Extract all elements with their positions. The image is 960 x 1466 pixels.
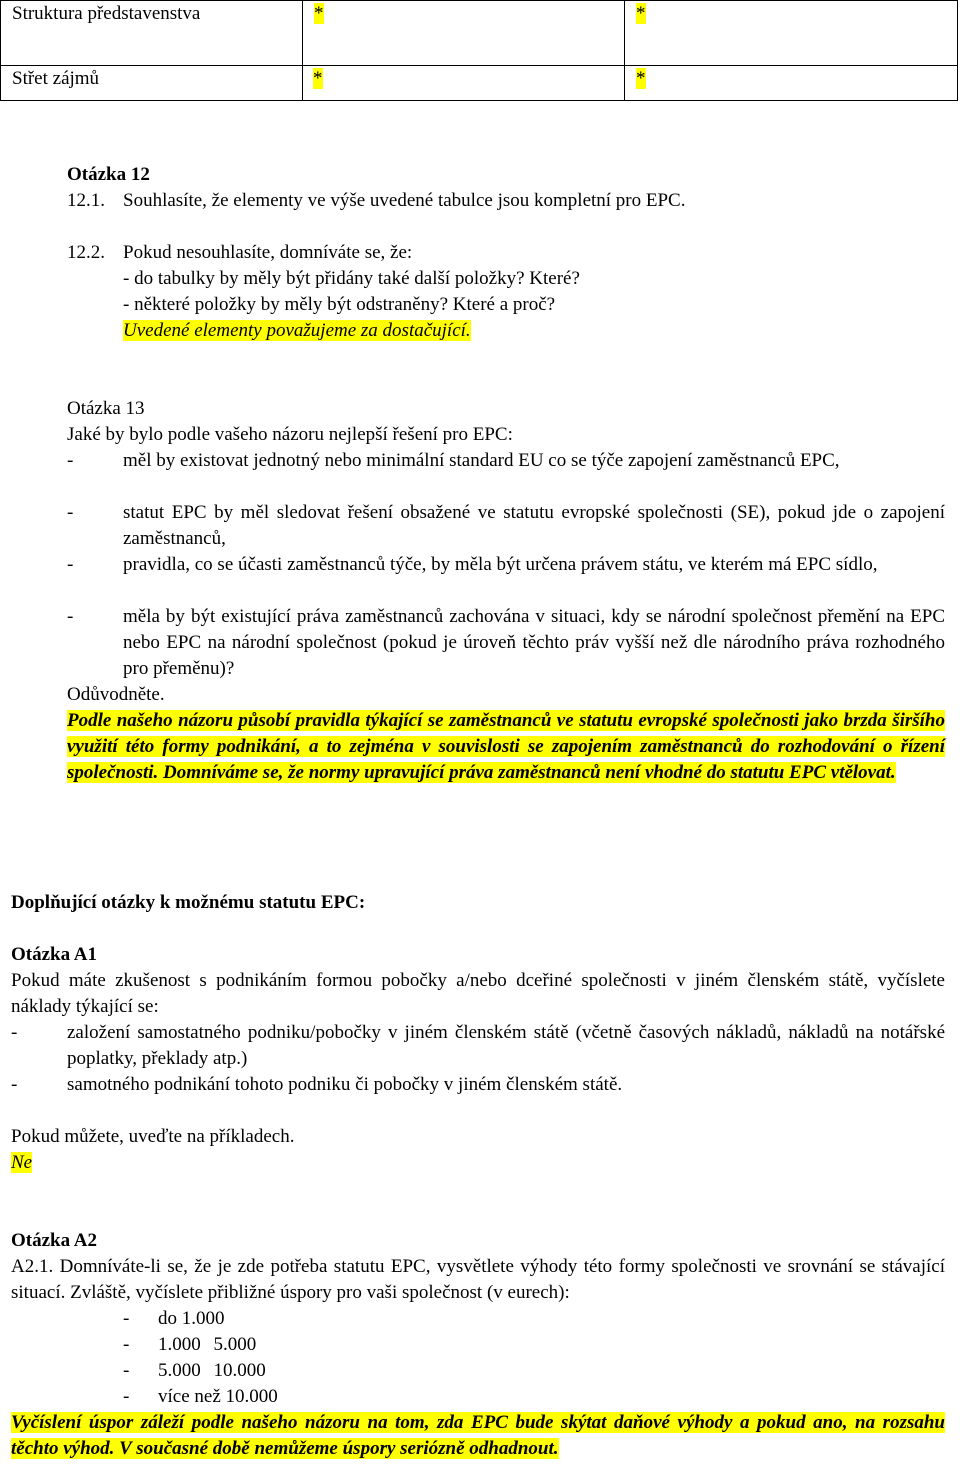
list-bullet: - — [67, 554, 74, 575]
qa1-item-1: založení samostatného podniku/pobočky v jiném členském státě (včetně časových nákladů, nákladů na notářské poplatky, překlady atp.) — [67, 1022, 945, 1069]
q12-num-2: 12.2. — [67, 242, 105, 263]
cell-value: * — [313, 68, 323, 89]
table-row — [1, 66, 958, 101]
table-cell — [625, 66, 958, 101]
qa2-range-4: více než 10.000 — [158, 1386, 278, 1407]
summary-table — [0, 0, 958, 101]
table-cell — [303, 66, 625, 101]
qa2-range-1: do 1.000 — [158, 1308, 225, 1329]
qa1-example: Pokud můžete, uveďte na příkladech. — [11, 1126, 295, 1147]
question-13-title: Otázka 13 — [67, 398, 145, 419]
q13-item-1: měl by existovat jednotný nebo minimální standard EU co se týče zapojení zaměstnanců EPC, — [123, 450, 840, 471]
table-cell-label — [1, 66, 303, 101]
q12-text-1: Souhlasíte, že elementy ve výše uvedené tabulce jsou kompletní pro EPC. — [123, 190, 686, 211]
list-bullet: - — [123, 1308, 130, 1329]
q12-sub-2: - některé položky by měly být odstraněny? Které a proč? — [123, 294, 556, 315]
cell-value: * — [636, 68, 646, 89]
list-bullet: - — [123, 1360, 130, 1381]
q13-item-2: statut EPC by měl sledovat řešení obsažené ve statutu evropské společnosti (SE), pokud jde o zapojení zaměstnanců, — [123, 502, 945, 549]
table-cell — [303, 1, 625, 66]
q13-answer: Podle našeho názoru působí pravidla týkající se zaměstnanců ve statutu evropské společnosti jako brzda širšího využití této formy podnikání, a to zejména v souvislosti se zapojením zaměstnanců do rozhodování o řízení společnosti. Domníváme se, že normy upravující práva zaměstnanců není vhodné do statutu EPC vtělovat. — [67, 710, 945, 783]
row-label: Střet zájmů — [12, 68, 100, 89]
list-bullet: - — [123, 1386, 130, 1407]
list-bullet: - — [67, 502, 74, 523]
qa2-range-3: 5.000 10.000 — [158, 1360, 266, 1381]
q12-answer: Uvedené elementy považujeme za dostačující. — [123, 320, 471, 341]
cell-value: * — [636, 3, 646, 24]
list-bullet: - — [11, 1074, 18, 1095]
qa1-intro: Pokud máte zkušenost s podnikáním formou pobočky a/nebo dceřiné společnosti v jiném členském státě, vyčíslete náklady týkající se: — [11, 970, 945, 1017]
supplementary-heading: Doplňující otázky k možnému statutu EPC: — [11, 892, 366, 913]
question-a1-title: Otázka A1 — [11, 944, 98, 965]
q12-text-2: Pokud nesouhlasíte, domníváte se, že: — [123, 242, 413, 263]
q13-justify-label: Odůvodněte. — [67, 684, 165, 705]
table-cell — [625, 1, 958, 66]
row-label: Struktura představenstva — [12, 3, 201, 24]
table-cell-label — [1, 1, 303, 66]
q12-sub-1: - do tabulky by měly být přidány také další položky? Které? — [123, 268, 580, 289]
q12-num-1: 12.1. — [67, 190, 105, 211]
qa2-answer: Vyčíslení úspor záleží podle našeho názoru na tom, zda EPC bude skýtat daňové výhody a pokud ano, na rozsahu těchto výhod. V současné době nemůžeme úspory seriózně odhadnout. — [11, 1412, 945, 1459]
q13-item-4: měla by být existující práva zaměstnanců zachována v situaci, kdy se národní společnost přemění na EPC nebo EPC na národní společnost (pokud je úroveň těchto práv vyšší než dle národního práva rozhodného pro přeměnu)? — [123, 606, 945, 679]
list-bullet: - — [123, 1334, 130, 1355]
list-bullet: - — [67, 606, 74, 627]
qa2-text: A2.1. Domníváte-li se, že je zde potřeba statutu EPC, vysvětlete výhody této formy společnosti ve srovnání se stávající situací. Zvláště, vyčíslete přibližné úspory pro vaši společnost (v eurech): — [11, 1256, 945, 1303]
list-bullet: - — [67, 450, 74, 471]
qa2-range-2: 1.000 5.000 — [158, 1334, 257, 1355]
qa1-answer: Ne — [11, 1152, 33, 1173]
q13-item-3: pravidla, co se účasti zaměstnanců týče, by měla být určena právem státu, ve kterém má EPC sídlo, — [123, 554, 878, 575]
qa2-answer-block — [11, 1410, 945, 1462]
table-row — [1, 1, 958, 66]
question-a2-title: Otázka A2 — [11, 1230, 98, 1251]
q13-answer-block — [67, 708, 945, 786]
cell-value: * — [314, 3, 324, 24]
list-bullet: - — [11, 1022, 18, 1043]
question-12-title: Otázka 12 — [67, 164, 150, 185]
qa1-item-2: samotného podnikání tohoto podniku či pobočky v jiném členském státě. — [67, 1074, 623, 1095]
q13-intro: Jaké by bylo podle vašeho názoru nejlepší řešení pro EPC: — [67, 424, 513, 445]
